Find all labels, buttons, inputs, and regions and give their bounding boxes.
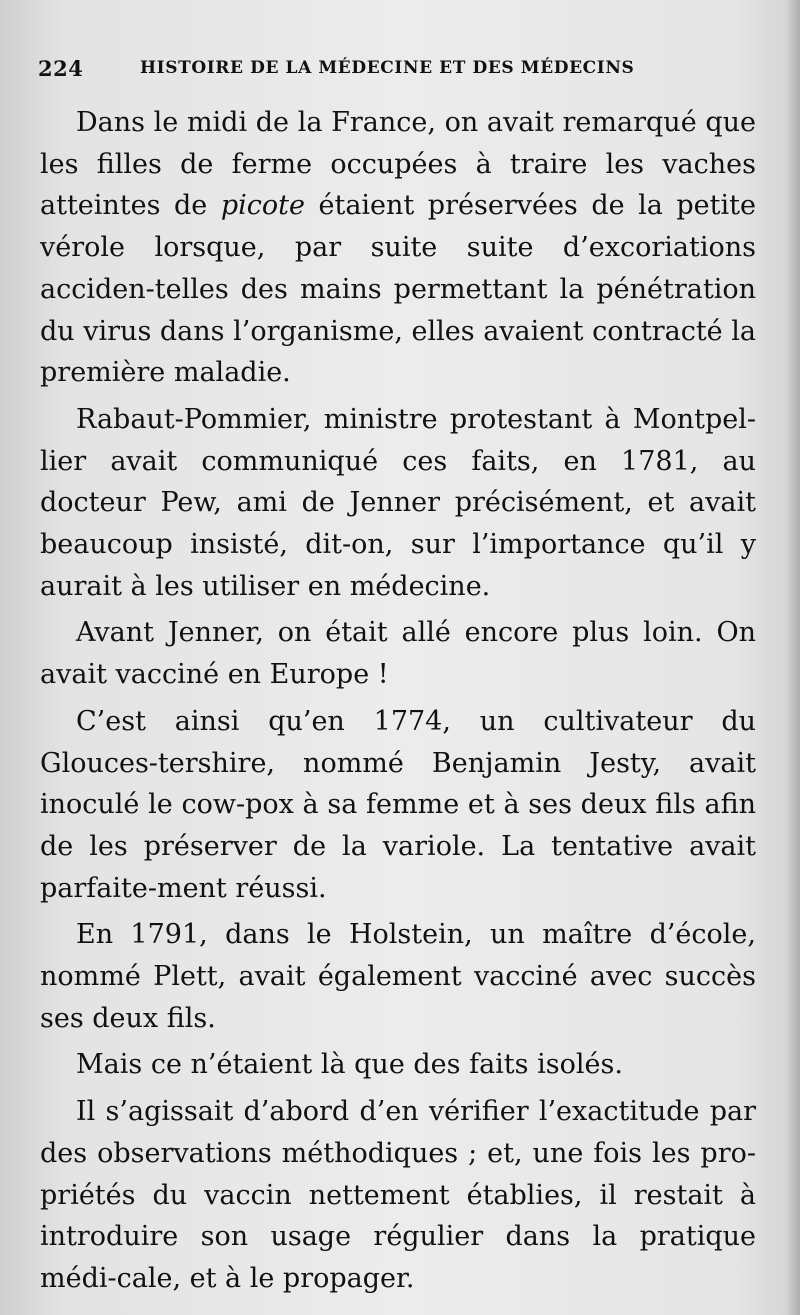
paragraph-6: Mais ce n’étaient là que des faits isolés. [76,1049,623,1081]
paragraph-2: Rabaut-Pommier, ministre protestant à Montpel-lier avait communiqué ces faits, en 1781, au docteur Pew, ami de Jenner précisément, et avait beaucoup insisté, dit-on, sur l’importance qu’il y aurait à les utiliser en médecine. [40,403,756,602]
paragraph-5: En 1791, dans le Holstein, un maître d’école, nommé Plett, avait également vacciné avec succès ses deux fils. [40,919,756,1034]
italic-term: picote [220,190,305,222]
paragraph-4: C’est ainsi qu’en 1774, un cultivateur du Glouces-tershire, nommé Benjamin Jesty, avait inoculé le cow-pox à sa femme et à ses deux fils afin de les préserver de la variole. La tentative avait parfaite-ment réussi. [40,705,756,904]
paragraph-7: Il s’agissait d’abord d’en vérifier l’exactitude par des observations méthodiques ; et, une fois les pro-priétés du vaccin nettement établies, il restait à introduire son usage régulier dans la pratique médi-cale, et à le propager. [40,1096,756,1294]
paragraph-1-text-end: étaient préservées de la petite vérole lorsque, par suite suite d’excoriations acciden-telles des mains permettant la pénétration du virus dans l’organisme, elles avaient contracté la première maladie. [40,190,756,389]
page-header [38,56,680,92]
body-text [40,102,756,1300]
running-title: HISTOIRE DE LA MÉDECINE ET DES MÉDECINS [140,58,635,78]
paragraph-1-text-start: Dans le midi de la France, on avait remarqué que les filles de ferme occupées à traire les vaches atteintes de [40,107,756,222]
page-number: 224 [38,56,84,81]
paragraph-3: Avant Jenner, on était allé encore plus loin. On avait vacciné en Europe ! [40,617,756,691]
paragraph-1 [40,102,756,394]
